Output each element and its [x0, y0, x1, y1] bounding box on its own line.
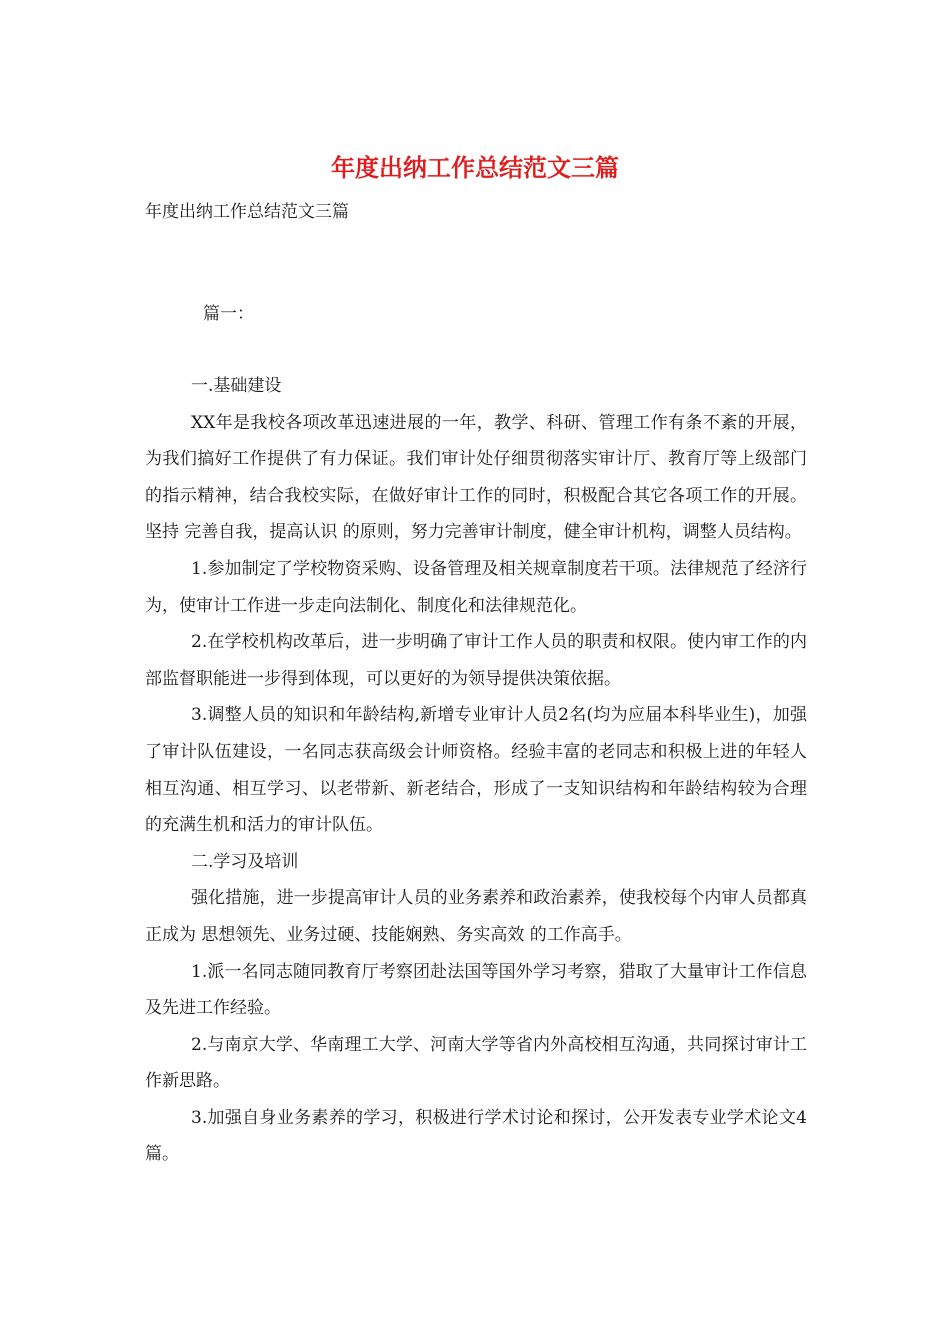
paragraph: 强化措施，进一步提高审计人员的业务素养和政治素养，使我校每个内审人员都真正成为 思想领先、业务过硬、技能娴熟、务实高效 的工作高手。 [145, 888, 807, 945]
paragraph: XX年是我校各项改革迅速进展的一年，教学、科研、管理工作有条不紊的开展，为我们搞好工作提供了有力保证。我们审计处仔细贯彻落实审计厅、教育厅等上级部门的指示精神，结合我校实际，在做好审计工作的同时，积极配合其它各项工作的开展。坚持 完善自我，提高认识 的原则，努力完善审计制度，健全审计机构，调整人员结构。 [145, 412, 807, 543]
section-heading-basic-construction: 一.基础建设 [191, 376, 282, 396]
list-item: 3.调整人员的知识和年龄结构,新增专业审计人员2名(均为应届本科毕业生)，加强了审计队伍建设，一名同志获高级会计师资格。经验丰富的老同志和积极上进的年轻人相互沟通、相互学习、以老带新、新老结合，形成了一支知识结构和年龄结构较为合理的充满生机和活力的审计队伍。 [145, 705, 807, 836]
part-label: 篇一： [203, 304, 254, 324]
list-item: 1.派一名同志随同教育厅考察团赴法国等国外学习考察，猎取了大量审计工作信息及先进工作经验。 [145, 961, 807, 1019]
document-title: 年度出纳工作总结范文三篇 [331, 153, 619, 182]
list-item: 2.与南京大学、华南理工大学、河南大学等省内外高校相互沟通，共同探讨审计工作新思路。 [145, 1034, 807, 1092]
section-heading-study-training: 二.学习及培训 [191, 851, 299, 872]
document-body [145, 368, 807, 1173]
list-item: 3.加强自身业务素养的学习，积极进行学术讨论和探讨，公开发表专业学术论文4篇。 [145, 1107, 807, 1165]
document-subtitle: 年度出纳工作总结范文三篇 [145, 202, 349, 222]
list-item: 2.在学校机构改革后，进一步明确了审计工作人员的职责和权限。使内审工作的内部监督职能进一步得到体现，可以更好的为领导提供决策依据。 [145, 632, 807, 689]
list-item: 1.参加制定了学校物资采购、设备管理及相关规章制度若干项。法律规范了经济行为，使审计工作进一步走向法制化、制度化和法律规范化。 [145, 558, 807, 616]
